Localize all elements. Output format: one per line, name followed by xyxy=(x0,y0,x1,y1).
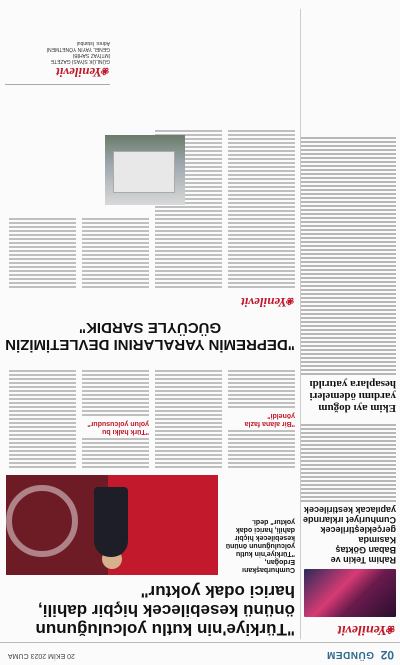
main-photo xyxy=(6,475,218,575)
page-number: 02 xyxy=(380,648,394,662)
red-subheading: "Türk halkı bu yolun yolcusudur" xyxy=(87,420,149,435)
article-column xyxy=(9,360,76,470)
red-subheading: "Bir alana fazla yöneldi" xyxy=(244,412,295,427)
article-column xyxy=(82,360,149,470)
imprint-line: GENEL YAYIN YÖNETMENİ xyxy=(46,46,110,52)
article-column xyxy=(9,210,76,290)
brand-logo: ❀ Yenilevit xyxy=(5,64,110,80)
left-column xyxy=(300,9,396,639)
section-name: GÜNDEM xyxy=(326,649,374,660)
concert-photo xyxy=(304,569,396,617)
main-headline: "Türkiye'nin kutlu yolculuğunun önünü kesebilecek hiçbir dahili, harici odak yoktur" xyxy=(35,582,295,639)
brand-logo: ❀ Yenilevit xyxy=(301,621,396,637)
page-header xyxy=(0,642,400,665)
building-photo xyxy=(105,135,185,205)
article-column xyxy=(228,120,295,290)
crescent-shape xyxy=(6,485,78,557)
left-second-headline: Ekim ayı doğum yardımı ödemeleri hesaplara yatırıldı xyxy=(309,378,396,414)
header-date: 20 EKİM 2023 CUMA xyxy=(8,652,75,659)
imprint-line: İMTİYAZ SAHİBİ xyxy=(72,52,110,58)
left-headline: Rahim Tekin ve Baban Göktaş Kasımda gerçekleştirilecek Cumhuriyet ırklarınde yapılacak kestirilecek xyxy=(302,505,396,565)
second-headline: "DEPREMİN YARALARINI DEVLETİMİZİN GÜCÜYLE SARDIK" xyxy=(5,319,295,353)
building-shape xyxy=(113,151,175,193)
imprint-line: GÜNLÜK SİYASİ GAZETE xyxy=(50,58,110,64)
brand-logo: ❀ Yenilevit xyxy=(241,294,295,310)
lead-paragraph: Cumhurbaşkanı Erdoğan, "Türkiye'nin kutlu yolculuğunun önünü kesebilecek hiçbir dahili, harici odak yoktur" dedi. xyxy=(225,518,295,573)
imprint-box xyxy=(5,5,110,85)
imprint-line: Adres: İstanbul xyxy=(76,40,110,46)
article-text xyxy=(301,137,396,375)
article-text xyxy=(301,424,396,502)
article-column xyxy=(228,360,295,470)
article-column xyxy=(155,360,222,470)
article-columns xyxy=(5,360,295,470)
speaker-figure xyxy=(94,487,128,557)
article-column xyxy=(82,210,149,290)
